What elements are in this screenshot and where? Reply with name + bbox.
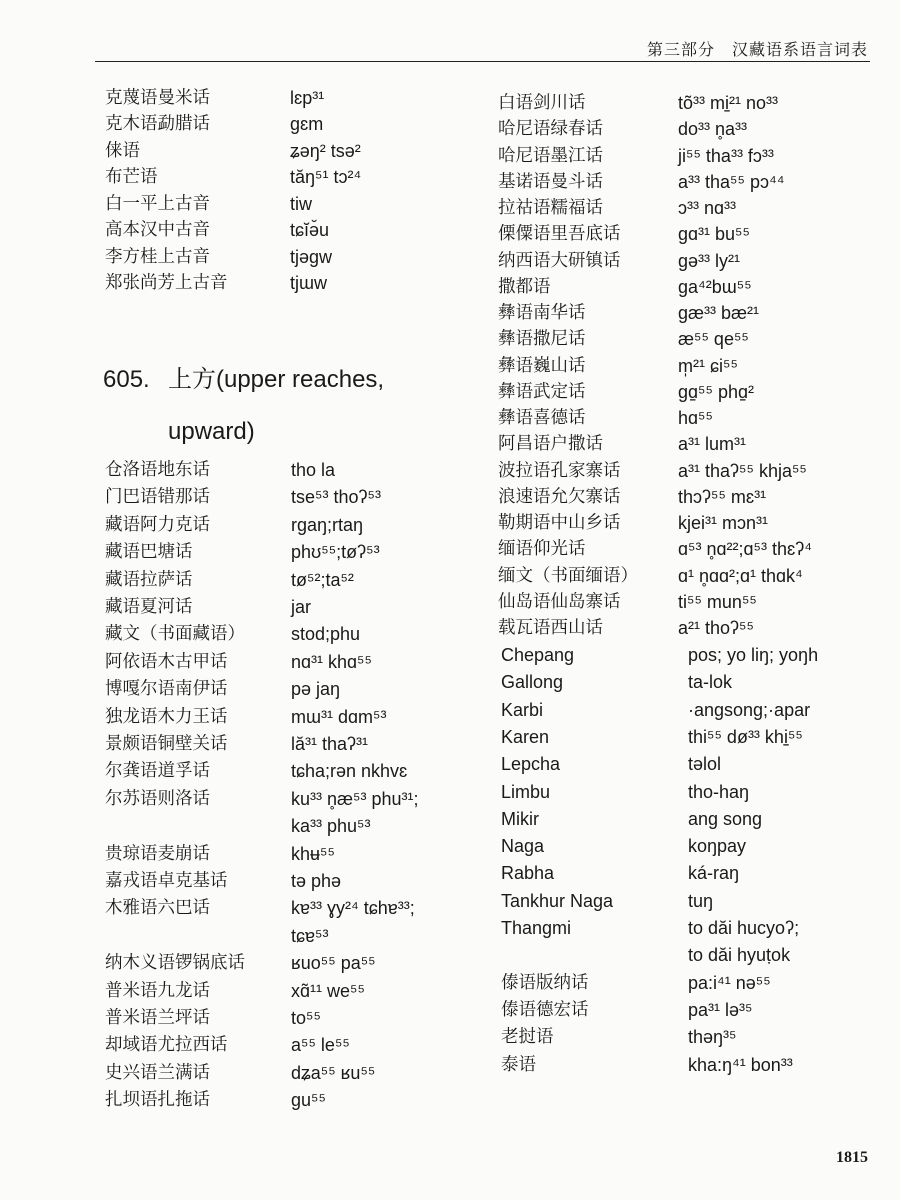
language-name: 阿昌语户撒话 <box>498 434 603 455</box>
language-name: 傣语德宏话 <box>501 999 589 1020</box>
word-form: gɑ³¹ bu⁵⁵ <box>678 224 750 245</box>
language-name: 克蔑语曼米话 <box>105 88 210 108</box>
word-form: a⁵⁵ le⁵⁵ <box>291 1035 350 1056</box>
language-name: 白语剑川话 <box>498 93 586 113</box>
language-name: Naga <box>501 836 545 857</box>
word-form: to dăi hyuṭok <box>688 945 791 966</box>
word-form: xɑ̃¹¹ we⁵⁵ <box>291 980 365 1001</box>
language-name: 景颇语铜壁关话 <box>105 734 228 754</box>
entry-headword: 上方(upper reaches, <box>168 366 385 393</box>
word-form: tjəgw <box>290 246 333 267</box>
language-name: 彝语巍山话 <box>498 355 586 376</box>
word-form: kɐ³³ ɣy²⁴ tɕhɐ³³; <box>291 898 415 919</box>
language-name: 普米语兰坪话 <box>105 1008 210 1028</box>
header-rule <box>95 61 870 62</box>
word-form: to dăi hucyoʔ; <box>688 918 800 938</box>
word-form: ka³³ phu⁵³ <box>291 816 371 837</box>
word-form: thɔʔ⁵⁵ mɛ³¹ <box>678 486 767 507</box>
word-form: nɑ³¹ khɑ⁵⁵ <box>291 651 372 672</box>
language-name: 却域语尤拉西话 <box>105 1035 228 1056</box>
language-name: 藏语夏河话 <box>105 597 193 617</box>
entry-headword-continuation: upward) <box>168 418 255 445</box>
word-form: ká-raŋ <box>688 863 740 884</box>
word-form: ji⁵⁵ tha³³ fɔ³³ <box>678 145 774 166</box>
language-name: 藏文（书面藏语） <box>105 624 245 645</box>
word-form: ɑ¹ n̥ɑɑ²;ɑ¹ thɑk⁴ <box>678 565 803 586</box>
word-form: tho-haŋ <box>688 781 750 802</box>
language-name: 基诺语曼斗话 <box>498 171 603 192</box>
word-form: a³¹ thaʔ⁵⁵ khja⁵⁵ <box>678 460 807 481</box>
word-form: tuŋ <box>688 890 714 911</box>
word-form: təlol <box>688 754 722 775</box>
language-name: 扎坝语扎拖话 <box>105 1090 210 1111</box>
language-name: 藏语拉萨话 <box>105 569 193 590</box>
word-form: tse⁵³ thoʔ⁵³ <box>291 487 381 508</box>
language-name: 尔龚语道孚话 <box>105 761 210 782</box>
entry-number: 605. <box>103 366 150 393</box>
language-name: 白一平上古音 <box>105 193 210 214</box>
language-name: 阿依语木古甲话 <box>105 651 228 672</box>
language-name: 纳西语大研镇话 <box>498 250 621 271</box>
page-number: 1815 <box>836 1149 868 1166</box>
language-name: 李方桂上古音 <box>105 246 210 267</box>
language-name: 缅语仰光话 <box>498 539 586 560</box>
word-form: pa³¹ lə³⁵ <box>688 999 753 1020</box>
language-name: Limbu <box>501 781 551 802</box>
word-form: gu⁵⁵ <box>291 1090 326 1111</box>
word-form: hɑ⁵⁵ <box>678 408 713 428</box>
word-form: do³³ n̥a³³ <box>678 119 748 140</box>
language-name: 史兴语兰满话 <box>105 1062 210 1083</box>
word-form: gɑ̠⁵⁵ phɑ̠² <box>678 381 754 402</box>
word-form: ku³³ n̥æ⁵³ phu³¹; <box>291 788 419 809</box>
word-form: a³¹ lum³¹ <box>678 434 746 455</box>
word-form: ang song <box>688 808 763 829</box>
word-form: tɕĭə̆u <box>290 220 330 241</box>
language-name: 藏语巴塘话 <box>105 542 193 563</box>
word-form: tõ³³ mi̠²¹ no³³ <box>678 93 778 113</box>
word-form: tjɯw <box>290 273 327 293</box>
word-form: tăŋ⁵¹ tɔ²⁴ <box>290 167 362 188</box>
word-form: a³³ tha⁵⁵ pɔ⁴⁴ <box>678 171 785 192</box>
language-name: 嘉戎语卓克基话 <box>105 871 228 891</box>
word-form: gæ³³ bæ²¹ <box>678 303 760 323</box>
language-name: 勒期语中山乡话 <box>498 513 621 533</box>
word-form: æ⁵⁵ qe⁵⁵ <box>678 329 749 350</box>
word-form: dʑa⁵⁵ ʁu⁵⁵ <box>291 1062 376 1083</box>
word-form: mɯ³¹ dɑm⁵³ <box>291 706 387 727</box>
word-form: tə phə <box>291 871 342 891</box>
word-form: gə³³ ly²¹ <box>678 250 740 271</box>
language-name: Tankhur Naga <box>501 890 614 911</box>
word-form: phʊ⁵⁵;tøʔ⁵³ <box>291 542 380 563</box>
language-name: 彝语武定话 <box>498 381 586 402</box>
language-name: 独龙语木力王话 <box>105 706 228 727</box>
word-form: a²¹ thoʔ⁵⁵ <box>678 618 754 638</box>
language-name: Thangmi <box>501 918 572 938</box>
word-form: gɛm <box>290 114 324 135</box>
language-name: 贵琼语麦崩话 <box>105 843 210 864</box>
language-name: 普米语九龙话 <box>105 980 210 1001</box>
language-name: 木雅语六巴话 <box>105 898 210 919</box>
language-name: 克木语勐腊话 <box>105 114 210 135</box>
language-name: 仓洛语地东话 <box>105 460 210 480</box>
language-name: 郑张尚芳上古音 <box>105 273 228 293</box>
word-form: lă³¹ thaʔ³¹ <box>291 734 369 754</box>
language-name: Chepang <box>501 645 575 665</box>
word-form: thəŋ³⁵ <box>688 1027 737 1048</box>
word-form: ɔ³³ nɑ³³ <box>678 198 736 218</box>
word-form: khʉ⁵⁵ <box>291 843 335 864</box>
language-name: Lepcha <box>501 754 561 775</box>
word-form: ga⁴²bɯ⁵⁵ <box>678 276 752 297</box>
language-name: 老挝语 <box>501 1027 554 1048</box>
word-form: tiw <box>290 193 312 214</box>
language-name: 傈僳语里吾底话 <box>498 224 621 245</box>
language-name: Mikir <box>501 808 539 829</box>
language-name: 拉祜语糯福话 <box>498 198 603 218</box>
word-form: ʁuo⁵⁵ pa⁵⁵ <box>291 953 376 974</box>
language-name: 撒都语 <box>498 276 551 297</box>
running-header: 第三部分 汉藏语系语言词表 <box>646 40 868 59</box>
word-form: tø⁵²;ta⁵² <box>291 569 354 590</box>
word-form: tɕɐ⁵³ <box>291 925 329 946</box>
language-name: 彝语南华话 <box>498 303 586 323</box>
language-name: 哈尼语绿春话 <box>498 119 603 140</box>
word-form: kjei³¹ mɔn³¹ <box>678 513 768 533</box>
word-form: ɑ⁵³ n̥ɑ²²;ɑ⁵³ thɛʔ⁴ <box>678 539 812 560</box>
language-name: 彝语撒尼话 <box>498 329 586 350</box>
language-name: 傣语版纳话 <box>501 972 589 993</box>
word-form: tɕha;rən nkhvɛ <box>291 761 408 782</box>
word-form: rgaŋ;rtaŋ <box>291 514 364 535</box>
language-name: 高本汉中古音 <box>105 220 210 241</box>
language-name: 仙岛语仙岛寨话 <box>498 591 621 612</box>
language-name: 载瓦语西山话 <box>498 618 603 638</box>
word-form: kha:ŋ⁴¹ bon³³ <box>688 1054 793 1075</box>
language-name: 泰语 <box>501 1054 536 1075</box>
word-form: tho la <box>291 460 336 480</box>
word-form: thi⁵⁵ dø³³ khi̠⁵⁵ <box>688 726 803 747</box>
word-form: lɛp³¹ <box>290 88 325 108</box>
language-name: 缅文（书面缅语） <box>498 565 638 586</box>
word-form: ti⁵⁵ mun⁵⁵ <box>678 591 757 612</box>
word-form: koŋpay <box>688 836 747 857</box>
word-form: ʑəŋ² tsə² <box>290 140 361 161</box>
word-form: stod;phu <box>291 624 361 645</box>
language-name: 藏语阿力克话 <box>105 514 210 535</box>
word-form: pos; yo liŋ; yoŋh <box>688 645 819 665</box>
language-name: 俫语 <box>105 140 140 161</box>
language-name: 波拉语孔家寨话 <box>498 460 621 481</box>
language-name: 门巴语错那话 <box>105 487 210 508</box>
word-form: to⁵⁵ <box>291 1008 321 1028</box>
language-name: 纳木义语锣锅底话 <box>105 953 245 974</box>
word-form: ·angsong;·apar <box>688 699 811 720</box>
language-name: Gallong <box>501 672 564 693</box>
language-name: 哈尼语墨江话 <box>498 145 603 166</box>
word-form: m̩²¹ ɕi⁵⁵ <box>678 355 738 376</box>
word-form: jar <box>291 597 312 617</box>
word-form: ta-lok <box>688 672 733 693</box>
language-name: 尔苏语则洛话 <box>105 788 210 809</box>
language-name: 博嘎尔语南伊话 <box>105 679 228 700</box>
language-name: Karbi <box>501 699 544 720</box>
language-name: 布芒语 <box>105 167 158 188</box>
language-name: Karen <box>501 726 550 747</box>
word-form: pə jaŋ <box>291 679 341 700</box>
language-name: 浪速语允欠寨话 <box>498 486 621 507</box>
language-name: Rabha <box>501 863 555 884</box>
word-form: pa:i⁴¹ nə⁵⁵ <box>688 972 771 993</box>
language-name: 彝语喜德话 <box>498 408 586 428</box>
